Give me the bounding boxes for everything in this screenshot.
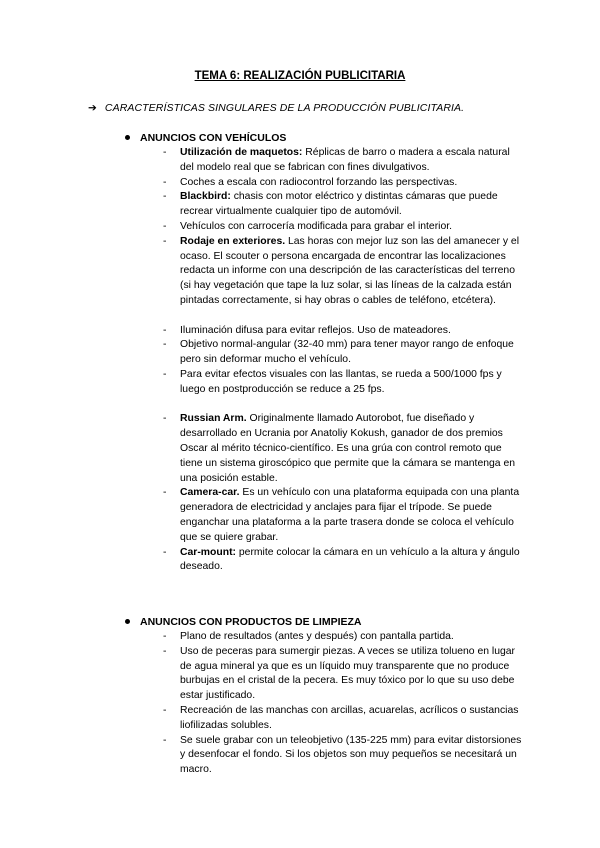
list-item: - Coches a escala con radiocontrol forzando las perspectivas. — [163, 176, 458, 188]
item-text: Recreación de las manchas con arcillas, acuarelas, acrílicos o sustancias liofilizadas solubles. — [180, 704, 519, 731]
item-text: Es un vehículo con una plataforma equipada con una planta generadora de electricidad y anclajes para fijar el trípode. Se puede enganchar una plataforma a la parte trasera donde se coloca el vehículo que se quiere grabar. — [180, 487, 520, 543]
list-item: - Recreación de las manchas con arcillas, acuarelas, acrílicos o sustancias liofilizadas solubles. — [163, 704, 519, 731]
list-item: - Rodaje en exteriores. Las horas con mejor luz son las del amanecer y el ocaso. El scouter o persona encargada de encontrar las localizaciones redacta un informe con una descripción de las características del terreno (si hay vegetación que tape la luz solar, si las líneas de la calzada están pintadas correctamente, si hay obras o cables de teléfono, etcétera). — [163, 235, 520, 306]
item-text: Se suele grabar con un teleobjetivo (135-225 mm) para evitar distorsiones y desenfocar el fondo. Si los objetos son muy pequeños se necesitará un macro. — [180, 734, 522, 776]
item-bold: Utilización de maquetos: — [180, 147, 303, 158]
section-heading-cleaning — [125, 615, 361, 630]
page-title: TEMA 6: REALIZACIÓN PUBLICITARIA — [194, 70, 406, 82]
list-item: - Russian Arm. Originalmente llamado Autorobot, fue diseñado y desarrollado en Ucrania por Anatoliy Kokush, ganador de dos premios Oscar al mérito técnico-científico. Es una grúa con control remoto que tiene un sistema giroscópico que permite que la cámara se mantenga en una posición estable. — [163, 413, 516, 484]
section-heading-text: ANUNCIOS CON PRODUCTOS DE LIMPIEZA — [140, 616, 362, 628]
item-text: Coches a escala con radiocontrol forzando las perspectivas. — [180, 176, 458, 188]
list-item: - Blackbird: chasis con motor eléctrico y distintas cámaras que puede recrear virtualmente cualquier tipo de automóvil. — [163, 191, 498, 218]
item-bold: Car-mount: — [180, 546, 236, 558]
item-text: Objetivo normal-angular (32-40 mm) para tener mayor rango de enfoque pero sin deformar mucho el vehículo. — [180, 339, 514, 366]
list-item: - Uso de peceras para sumergir piezas. A veces se utiliza tolueno en lugar de agua mineral ya que es un líquido muy transparente que no produce burbujas en el cristal de la pecera. Es muy tóxico por lo que su uso debe estar justificado. — [163, 645, 515, 702]
item-text: Uso de peceras para sumergir piezas. A veces se utiliza tolueno en lugar de agua mineral ya que es un líquido muy transparente que no produce burbujas en el cristal de la pecera. Es muy tóxico por lo que su uso debe estar justificado. — [180, 645, 515, 702]
item-text: Plano de resultados (antes y después) con pantalla partida. — [180, 631, 454, 642]
vehicles-list — [163, 146, 523, 575]
item-text: chasis con motor eléctrico y distintas cámaras que puede recrear virtualmente cualquier tipo de automóvil. — [180, 191, 498, 218]
list-item: - Para evitar efectos visuales con las llantas, se rueda a 500/1000 fps y luego en postproducción se reduce a 25 fps. — [163, 368, 502, 395]
list-item: - Se suele grabar con un teleobjetivo (135-225 mm) para evitar distorsiones y desenfocar el fondo. Si los objetos son muy pequeños se necesitará un macro. — [163, 734, 522, 776]
subheading-text: CARACTERÍSTICAS SINGULARES DE LA PRODUCCIÓN PUBLICITARIA. — [104, 102, 465, 114]
list-item: - Vehículos con carrocería modificada para grabar el interior. — [163, 220, 453, 232]
cleaning-list — [163, 630, 523, 778]
item-bold: Russian Arm. — [180, 413, 247, 425]
item-bold: Rodaje en exteriores. — [180, 235, 286, 247]
arrow-right-icon: ➔ — [88, 102, 97, 114]
list-item: - Objetivo normal-angular (32-40 mm) para tener mayor rango de enfoque pero sin deformar mucho el vehículo. — [163, 339, 514, 366]
item-bold: Camera-car. — [180, 487, 240, 499]
list-item: - Plano de resultados (antes y después) con pantalla partida. — [163, 631, 454, 642]
bullet-icon — [125, 619, 130, 624]
section-heading-text: ANUNCIOS CON VEHÍCULOS — [140, 132, 287, 144]
item-text: Vehículos con carrocería modificada para grabar el interior. — [180, 220, 453, 232]
list-item: - Iluminación difusa para evitar reflejos. Uso de mateadores. — [163, 324, 451, 336]
item-text: Para evitar efectos visuales con las llantas, se rueda a 500/1000 fps y luego en postproducción se reduce a 25 fps. — [180, 368, 502, 395]
bullet-icon — [125, 135, 130, 140]
section-heading-vehicles — [125, 131, 286, 146]
item-text: permite colocar la cámara en un vehículo a la altura y ángulo deseado. — [180, 546, 520, 573]
list-item: - Utilización de maquetos: Réplicas de barro o madera a escala natural del modelo real que se fabrican con fines divulgativos. — [163, 147, 510, 173]
subheading — [88, 101, 464, 116]
list-item: - Car-mount: permite colocar la cámara en un vehículo a la altura y ángulo deseado. — [163, 546, 520, 573]
item-text: Originalmente llamado Autorobot, fue diseñado y desarrollado en Ucrania por Anatoliy Kokush, ganador de dos premios Oscar al mérito técnico-científico. Es una grúa con control remoto que tiene un sistema giroscópico que permite que la cámara se mantenga en una posición estable. — [180, 413, 516, 484]
list-item: - Camera-car. Es un vehículo con una plataforma equipada con una planta generadora de electricidad y anclajes para fijar el trípode. Se puede enganchar una plataforma a la parte trasera donde se coloca el vehículo que se quiere grabar. — [163, 487, 520, 543]
item-text: Iluminación difusa para evitar reflejos. Uso de mateadores. — [180, 324, 451, 336]
item-text: Réplicas de barro o madera a escala natural del modelo real que se fabrican con fines divulgativos. — [180, 147, 510, 173]
item-bold: Blackbird: — [180, 191, 231, 203]
item-text: Las horas con mejor luz son las del amanecer y el ocaso. El scouter o persona encargada de encontrar las localizaciones redacta un informe con una descripción de las características del terreno (si hay vegetación que tape la luz solar, si las líneas de la calzada están pintadas correctamente, si hay obras o cables de teléfono, etcétera). — [180, 235, 520, 306]
